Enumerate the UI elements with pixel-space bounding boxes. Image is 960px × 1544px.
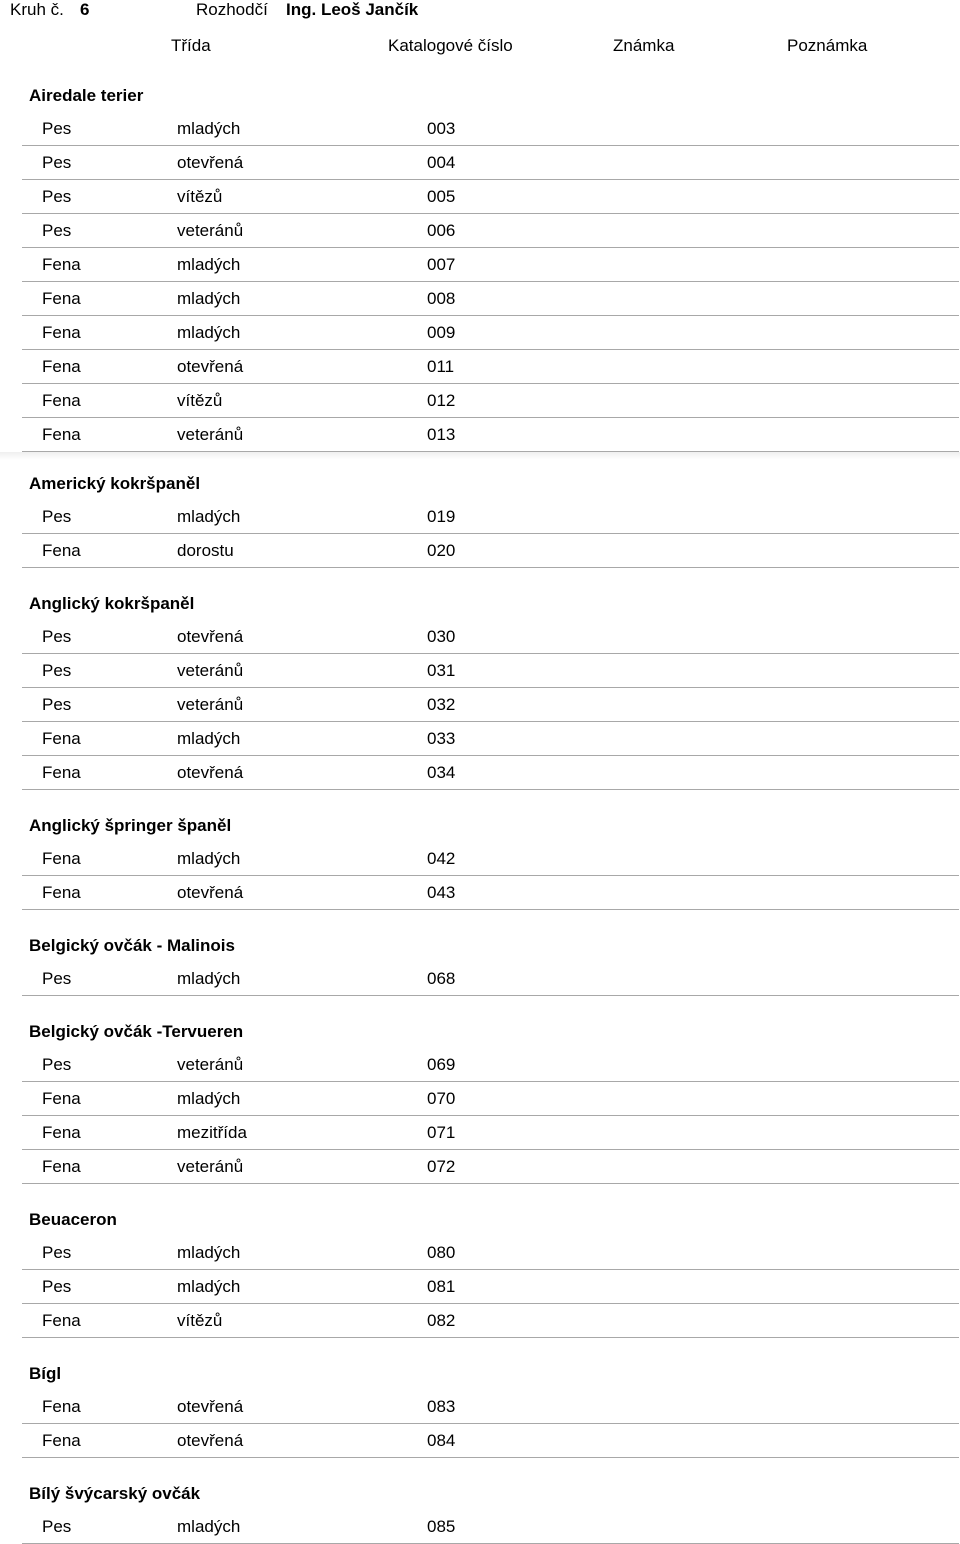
entry-sex: Pes	[42, 627, 72, 646]
breed-title: Anglický špringer španěl	[29, 816, 232, 835]
entry-class: otevřená	[177, 1397, 244, 1416]
entry-class: veteránů	[177, 661, 244, 680]
entry-sex: Pes	[42, 1277, 72, 1296]
breed-title: Americký kokršpaněl	[29, 474, 201, 493]
entry-catalog-number: 030	[427, 627, 456, 646]
entry-sex: Pes	[42, 1055, 72, 1074]
entry-class: mladých	[177, 1089, 241, 1108]
entry-catalog-number: 005	[427, 187, 456, 206]
entry-class: mladých	[177, 289, 241, 308]
entry-class: otevřená	[177, 627, 244, 646]
column-header-grade: Známka	[613, 36, 675, 55]
entry-sex: Fena	[42, 541, 81, 560]
entry-row	[22, 248, 959, 282]
entry-catalog-number: 033	[427, 729, 456, 748]
entry-row	[22, 876, 959, 910]
entry-class: mladých	[177, 729, 241, 748]
breed-section	[0, 810, 960, 910]
entry-row	[22, 1048, 959, 1082]
breed-section	[0, 1016, 960, 1184]
entry-sex: Pes	[42, 507, 72, 526]
entry-sex: Fena	[42, 1089, 81, 1108]
breed-title: Belgický ovčák - Malinois	[29, 936, 235, 955]
entry-sex: Fena	[42, 425, 81, 444]
breed-title: Beuaceron	[29, 1210, 117, 1229]
entry-row	[22, 180, 959, 214]
entry-row	[22, 534, 959, 568]
breed-section	[0, 1204, 960, 1338]
column-header-catalog-number: Katalogové číslo	[388, 36, 513, 55]
entry-class: vítězů	[177, 1311, 223, 1330]
entry-row	[22, 1390, 959, 1424]
breed-title: Bígl	[29, 1364, 62, 1383]
breed-section	[0, 1478, 960, 1544]
entry-row	[22, 722, 959, 756]
entry-sex: Pes	[42, 187, 72, 206]
entry-class: otevřená	[177, 763, 244, 782]
entry-class: veteránů	[177, 1055, 244, 1074]
entry-catalog-number: 085	[427, 1517, 456, 1536]
entry-sex: Fena	[42, 323, 81, 342]
entry-row	[22, 1304, 959, 1338]
entry-row	[22, 1510, 959, 1544]
breed-section	[0, 588, 960, 790]
entry-sex: Fena	[42, 357, 81, 376]
entry-catalog-number: 072	[427, 1157, 456, 1176]
entry-row	[22, 1116, 959, 1150]
column-header-class: Třída	[171, 36, 211, 55]
entry-sex: Fena	[42, 1123, 81, 1142]
entry-catalog-number: 004	[427, 153, 456, 172]
entry-class: veteránů	[177, 695, 244, 714]
breed-section	[0, 468, 960, 568]
entry-class: mladých	[177, 1517, 241, 1536]
entry-sex: Fena	[42, 1431, 81, 1450]
entry-class: mladých	[177, 323, 241, 342]
breed-section	[0, 1358, 960, 1458]
entry-sex: Pes	[42, 221, 72, 240]
breed-section	[0, 80, 960, 452]
entry-row	[22, 962, 959, 996]
entry-sex: Fena	[42, 883, 81, 902]
entry-class: mezitřída	[177, 1123, 247, 1142]
entry-catalog-number: 034	[427, 763, 456, 782]
breed-title: Airedale terier	[29, 86, 144, 105]
entry-class: otevřená	[177, 357, 244, 376]
entry-row	[22, 112, 959, 146]
entry-row	[22, 384, 959, 418]
entry-sex: Fena	[42, 1397, 81, 1416]
entry-row	[22, 214, 959, 248]
entry-row	[22, 146, 959, 180]
entry-catalog-number: 070	[427, 1089, 456, 1108]
entry-class: otevřená	[177, 153, 244, 172]
entry-catalog-number: 071	[427, 1123, 456, 1142]
entry-sex: Fena	[42, 849, 81, 868]
entry-class: veteránů	[177, 425, 244, 444]
judge-name: Ing. Leoš Jančík	[286, 0, 419, 19]
entry-class: mladých	[177, 969, 241, 988]
entry-catalog-number: 003	[427, 119, 456, 138]
entry-catalog-number: 011	[427, 357, 455, 376]
breed-list	[0, 80, 960, 1544]
entry-catalog-number: 082	[427, 1311, 456, 1330]
entry-sex: Fena	[42, 763, 81, 782]
section-divider	[0, 452, 960, 460]
entry-class: vítězů	[177, 391, 223, 410]
judge-label: Rozhodčí	[196, 0, 268, 19]
entry-row	[22, 1082, 959, 1116]
entry-row	[22, 756, 959, 790]
entry-catalog-number: 081	[427, 1277, 456, 1296]
breed-section	[0, 930, 960, 996]
entry-sex: Fena	[42, 255, 81, 274]
entry-sex: Fena	[42, 1311, 81, 1330]
entry-class: vítězů	[177, 187, 223, 206]
entry-catalog-number: 031	[427, 661, 456, 680]
entry-catalog-number: 006	[427, 221, 456, 240]
entry-class: veteránů	[177, 221, 244, 240]
breed-title: Anglický kokršpaněl	[29, 594, 195, 613]
entry-sex: Pes	[42, 661, 72, 680]
entry-catalog-number: 068	[427, 969, 456, 988]
entry-catalog-number: 080	[427, 1243, 456, 1262]
entry-sex: Fena	[42, 729, 81, 748]
ring-number: 6	[80, 0, 90, 19]
entry-catalog-number: 042	[427, 849, 456, 868]
entry-row	[22, 620, 959, 654]
entry-row	[22, 842, 959, 876]
entry-sex: Pes	[42, 695, 72, 714]
breed-title: Belgický ovčák -Tervueren	[29, 1022, 244, 1041]
entry-class: mladých	[177, 849, 241, 868]
entry-catalog-number: 007	[427, 255, 456, 274]
entry-row	[22, 350, 959, 384]
entry-row	[22, 500, 959, 534]
breed-title: Bílý švýcarský ovčák	[29, 1484, 201, 1503]
entry-class: mladých	[177, 255, 241, 274]
entry-catalog-number: 032	[427, 695, 456, 714]
entry-class: mladých	[177, 1277, 241, 1296]
entry-class: mladých	[177, 119, 241, 138]
column-header-note: Poznámka	[787, 36, 868, 55]
entry-class: dorostu	[177, 541, 234, 560]
entry-row	[22, 654, 959, 688]
entry-row	[22, 282, 959, 316]
entry-catalog-number: 083	[427, 1397, 456, 1416]
entry-catalog-number: 008	[427, 289, 456, 308]
entry-sex: Pes	[42, 153, 72, 172]
entry-sex: Fena	[42, 289, 81, 308]
entry-row	[22, 316, 959, 350]
entry-row	[22, 688, 959, 722]
entry-catalog-number: 009	[427, 323, 456, 342]
entry-class: otevřená	[177, 883, 244, 902]
entry-catalog-number: 020	[427, 541, 456, 560]
ring-label: Kruh č.	[10, 0, 64, 19]
entry-row	[22, 1424, 959, 1458]
entry-catalog-number: 019	[427, 507, 456, 526]
entry-row	[22, 1150, 959, 1184]
entry-sex: Pes	[42, 969, 72, 988]
entry-catalog-number: 012	[427, 391, 456, 410]
entry-catalog-number: 013	[427, 425, 456, 444]
entry-class: veteránů	[177, 1157, 244, 1176]
entry-sex: Pes	[42, 1517, 72, 1536]
entry-catalog-number: 043	[427, 883, 456, 902]
entry-sex: Pes	[42, 119, 72, 138]
entry-row	[22, 418, 959, 452]
entry-sex: Fena	[42, 391, 81, 410]
entry-class: mladých	[177, 1243, 241, 1262]
entry-class: mladých	[177, 507, 241, 526]
entry-row	[22, 1270, 959, 1304]
entry-sex: Fena	[42, 1157, 81, 1176]
entry-catalog-number: 069	[427, 1055, 456, 1074]
entry-sex: Pes	[42, 1243, 72, 1262]
entry-class: otevřená	[177, 1431, 244, 1450]
page-header	[0, 0, 960, 60]
entry-row	[22, 1236, 959, 1270]
entry-catalog-number: 084	[427, 1431, 456, 1450]
